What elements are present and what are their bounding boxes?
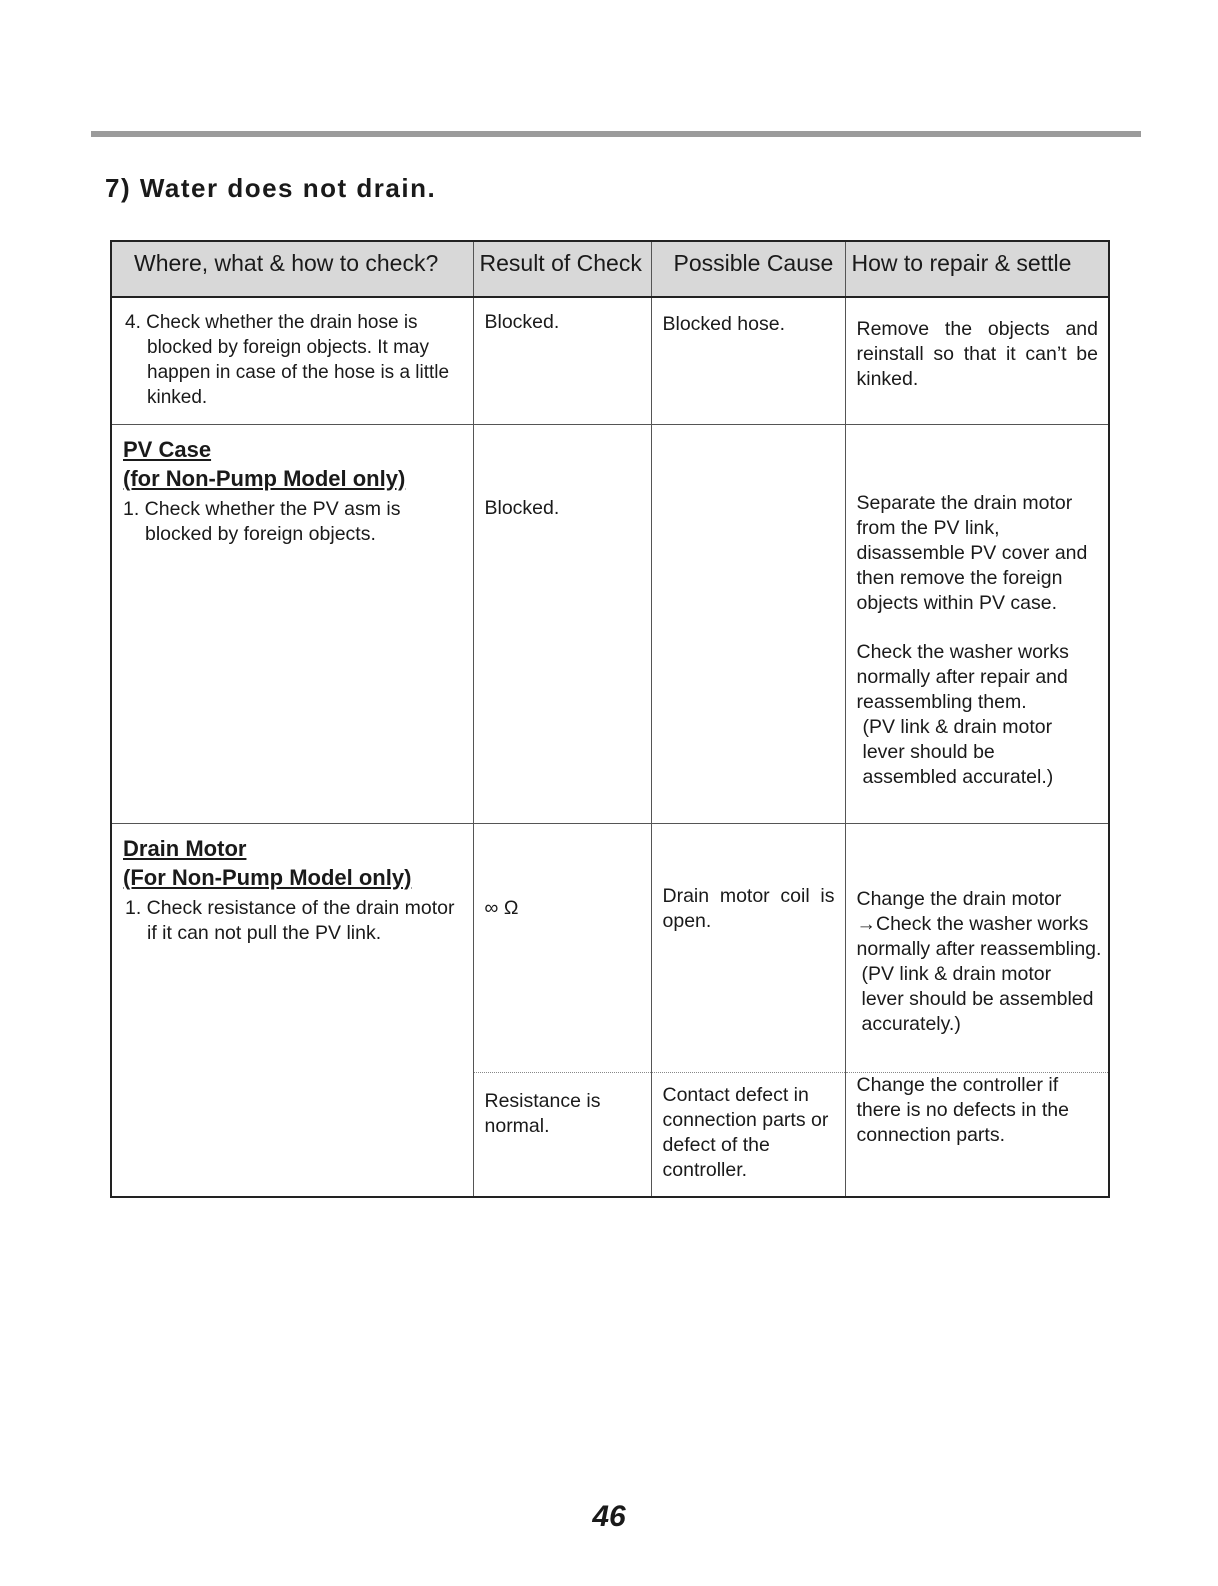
top-divider [91,131,1141,137]
check-cell [111,424,473,823]
page-number: 46 [592,1500,626,1533]
repair-text: Separate the drain motor from the PV link, disassemble PV cover and then remove the foreign objects within PV case. [856,491,1088,614]
header-result-of-check: Result of Check [473,241,651,297]
repair-cell [845,297,1109,424]
result-text: Blocked. [484,311,560,333]
repair-text: Remove the objects and reinstall so that it can’t be kinked. [856,318,1098,390]
repair-note: (PV link & drain motor lever should be assembled accuratel.) [862,715,1054,788]
repair-cell [845,823,1109,1072]
repair-text: Check the washer works normally after repair and reassembling them. [856,640,1069,713]
table-row [111,823,1109,1072]
repair-text: Change the controller if there is no defects in the connection parts. [856,1073,1069,1146]
check-text: 1. Check whether the PV asm is blocked by foreign objects. [123,497,401,545]
pv-case-heading: PV Case (for Non-Pump Model only) [123,436,406,491]
result-cell [473,424,651,823]
result-text: ∞ Ω [484,896,519,919]
drain-motor-heading: Drain Motor (For Non-Pump Model only) [123,835,412,890]
cause-cell [651,823,845,1072]
repair-note: (PV link & drain motor lever should be assembled accurately.) [861,962,1094,1035]
result-cell [473,823,651,1072]
cause-text: Contact defect in connection parts or defect of the controller. [662,1083,829,1181]
repair-cell [845,424,1109,823]
cause-cell [651,297,845,424]
check-cell [111,823,473,1197]
cause-cell [651,424,845,823]
table-header-row [111,241,1109,297]
result-text: Resistance is normal. [484,1089,601,1137]
troubleshooting-table [110,240,1110,1198]
cause-cell [651,1072,845,1197]
cause-text: Blocked hose. [662,313,785,335]
section-title: 7) Water does not drain. [105,173,437,203]
header-how-to-repair: How to repair & settle [845,241,1109,297]
result-cell [473,297,651,424]
cause-text: Drain motor coil is open. [662,884,835,932]
result-text: Blocked. [484,496,560,519]
repair-cell [845,1072,1109,1197]
repair-text: Change the drain motor [856,887,1062,910]
header-possible-cause: Possible Cause [651,241,845,297]
table-row [111,424,1109,823]
cause-text [652,425,845,447]
table-row [111,297,1109,424]
check-text: 1. Check resistance of the drain motor if it can not pull the PV link. [125,896,455,944]
check-text: 4. Check whether the drain hose is blocked by foreign objects. It may happen in case of the hose is a little kinked. [125,312,450,408]
result-cell [473,1072,651,1197]
repair-text: →Check the washer works normally after reassembling. [856,912,1102,960]
check-cell [111,297,473,424]
header-where-what-how: Where, what & how to check? [111,241,473,297]
